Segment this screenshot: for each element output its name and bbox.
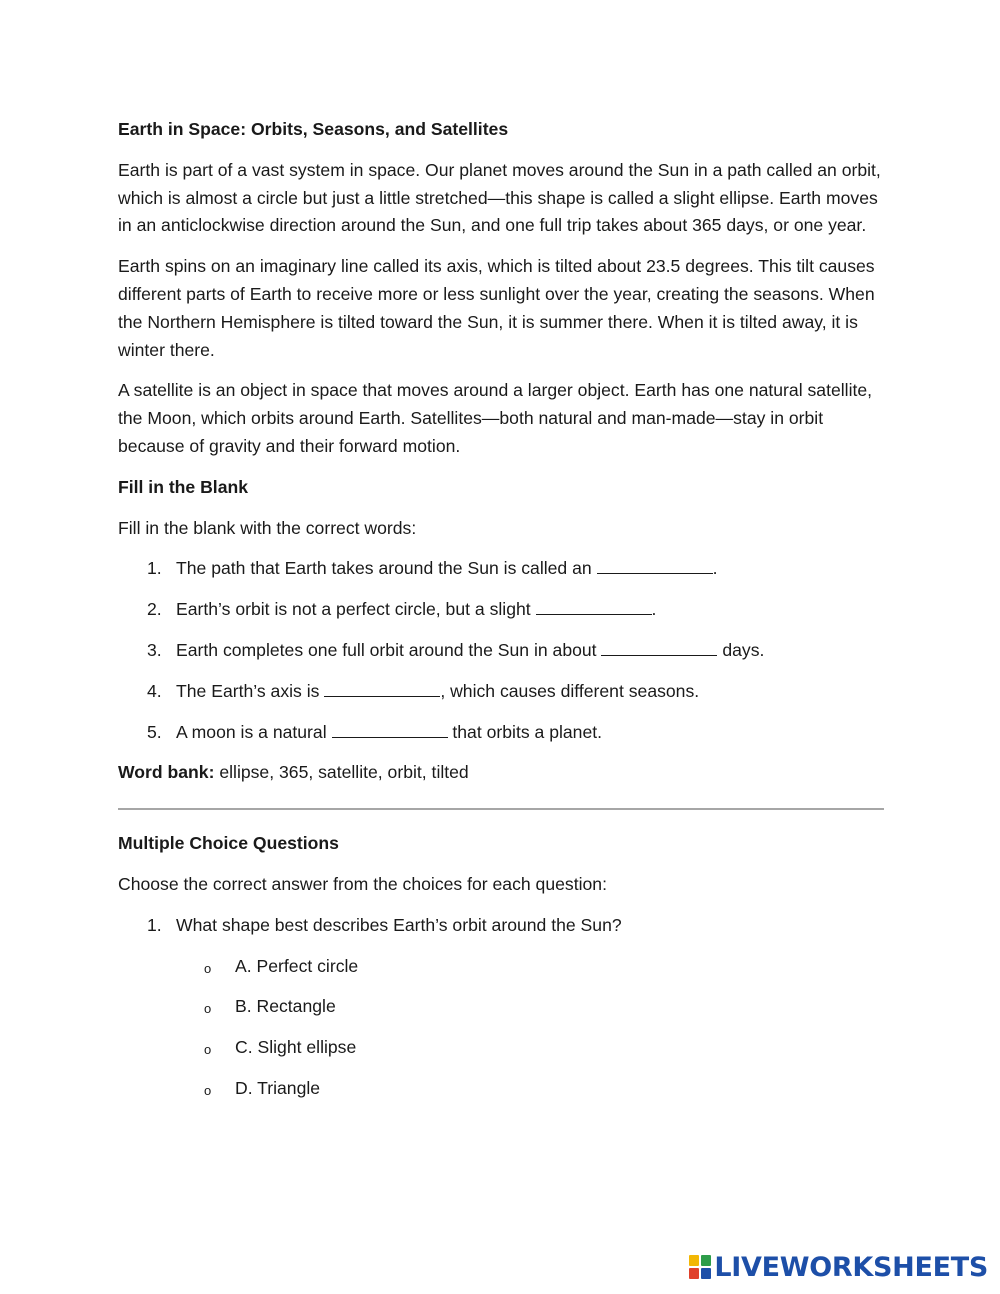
item-text-after: , which causes different seasons. (440, 680, 700, 701)
item-text-before: A moon is a natural (176, 721, 332, 742)
liveworksheets-logo (689, 1252, 988, 1282)
choice-list (118, 953, 884, 1103)
choice-label: D. Triangle (235, 1077, 321, 1098)
item-text-before: Earth completes one full orbit around the Sun in about (176, 639, 602, 660)
logo-square-green (701, 1255, 711, 1266)
paragraph-orbit: Earth is part of a vast system in space. Our planet moves around the Sun in a path called an orbit, which is almost a circle but just a little stretched—this shape is called a slight ellipse. Earth moves in an anticlockwise direction around the Sun, and one full trip takes about 365 days, or one year. (118, 159, 881, 236)
document-title: Earth in Space: Orbits, Seasons, and Satellites (118, 119, 509, 139)
item-text-before: Earth’s orbit is not a perfect circle, but a slight (176, 599, 536, 620)
fill-blank-item (118, 719, 884, 747)
question-number: 1. (147, 914, 162, 935)
logo-square-yellow (689, 1255, 699, 1266)
item-number: 2. (147, 599, 162, 620)
item-number: 1. (147, 558, 162, 579)
word-bank-label: Word bank: (118, 762, 215, 783)
circle-bullet-icon: o (204, 1042, 212, 1058)
answer-blank[interactable] (597, 555, 713, 574)
paragraph-axis: Earth spins on an imaginary line called its axis, which is tilted about 23.5 degrees. This tilt causes different parts of Earth to receive more or less sunlight over the year, creating the seasons. When the Northern Hemisphere is tilted toward the Sun, it is summer there. When it is tilted away, it is winter there. (118, 256, 875, 360)
choice-label: A. Perfect circle (235, 955, 359, 976)
paragraph-satellite: A satellite is an object in space that moves around a larger object. Earth has one natural satellite, the Moon, which orbits around Earth. Satellites—both natural and man-made—stay in orbit because of gravity and their forward motion. (118, 380, 873, 456)
fill-blank-heading: Fill in the Blank (118, 476, 249, 497)
fill-blank-item (118, 678, 884, 706)
answer-blank[interactable] (332, 719, 448, 738)
logo-square-blue (701, 1268, 711, 1279)
item-text-after: . (651, 599, 657, 620)
liveworksheets-logo-icon (689, 1255, 711, 1279)
word-bank-words: ellipse, 365, satellite, orbit, tilted (214, 762, 469, 783)
item-text-after: days. (717, 639, 765, 660)
item-number: 4. (147, 680, 162, 701)
circle-bullet-icon: o (204, 960, 212, 976)
choice-label: B. Rectangle (235, 996, 336, 1017)
word-bank (118, 759, 884, 787)
answer-blank[interactable] (601, 637, 717, 656)
section-divider (118, 808, 884, 810)
item-text-after: . (712, 558, 718, 579)
fill-blank-instruction: Fill in the blank with the correct words: (118, 517, 417, 538)
item-number: 3. (147, 639, 162, 660)
multiple-choice-heading: Multiple Choice Questions (118, 833, 339, 854)
answer-blank[interactable] (324, 678, 440, 697)
logo-text: LIVEWORKSHEETS (714, 1251, 988, 1283)
multiple-choice-instruction: Choose the correct answer from the choices for each question: (118, 873, 607, 894)
item-number: 5. (147, 721, 162, 742)
answer-blank[interactable] (536, 596, 652, 615)
fill-blank-item (118, 596, 884, 624)
choice-option-d[interactable] (118, 1075, 884, 1103)
fill-blank-item (118, 637, 884, 665)
fill-blank-list (118, 555, 884, 746)
choice-option-a[interactable] (118, 953, 884, 981)
circle-bullet-icon: o (204, 1082, 212, 1098)
worksheet-page (118, 116, 884, 1116)
item-text-before: The Earth’s axis is (176, 680, 325, 701)
logo-square-red (689, 1268, 699, 1279)
choice-label: C. Slight ellipse (235, 1037, 357, 1058)
choice-option-b[interactable] (118, 993, 884, 1021)
choice-option-c[interactable] (118, 1034, 884, 1062)
multiple-choice-list (118, 912, 884, 940)
item-text-after: that orbits a planet. (447, 721, 603, 742)
circle-bullet-icon: o (204, 1001, 212, 1017)
question-text: What shape best describes Earth’s orbit around the Sun? (176, 914, 622, 935)
fill-blank-item (118, 555, 884, 583)
item-text-before: The path that Earth takes around the Sun is called an (176, 558, 597, 579)
question-item (118, 912, 884, 940)
